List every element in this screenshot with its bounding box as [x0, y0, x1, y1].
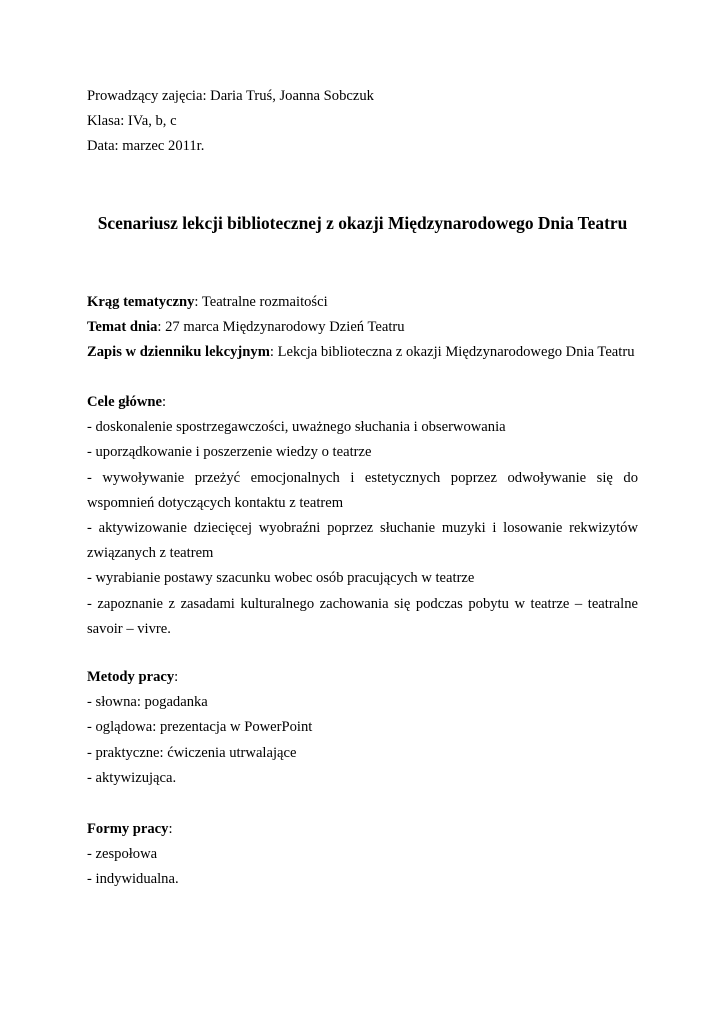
list-item: - indywidualna. — [87, 871, 179, 888]
list-item: - wyrabianie postawy szacunku wobec osób pracujących w teatrze — [87, 570, 475, 587]
goals-section — [87, 390, 638, 642]
topic-label: Temat dnia — [87, 319, 158, 336]
list-item: - doskonalenie spostrzegawczości, uważnego słuchania i obserwowania — [87, 419, 506, 436]
date-line: Data: marzec 2011r. — [87, 138, 205, 155]
list-item: - oglądowa: prezentacja w PowerPoint — [87, 719, 313, 736]
list-item: - uporządkowanie i poszerzenie wiedzy o teatrze — [87, 444, 372, 461]
class-line: Klasa: IVa, b, c — [87, 113, 177, 130]
instructors-line: Prowadzący zajęcia: Daria Truś, Joanna Sobczuk — [87, 88, 374, 104]
list-item: - zespołowa — [87, 846, 158, 863]
list-item: - zapoznanie z zasadami kulturalnego zachowania się podczas pobytu w teatrze – teatralne savoir – vivre. — [87, 595, 638, 637]
list-item: - wywoływanie przeżyć emocjonalnych i estetycznych poprzez odwoływanie się do wspomnień dotyczących kontaktu z teatrem — [87, 469, 638, 511]
methods-heading: Metody pracy — [87, 669, 175, 685]
list-item: - aktywizowanie dziecięcej wyobraźni poprzez słuchanie muzyki i losowanie rekwizytów związanych z teatrem — [87, 519, 638, 562]
list-item: - słowna: pogadanka — [87, 694, 208, 711]
forms-section — [87, 817, 638, 893]
theme-label: Krąg tematyczny — [87, 294, 195, 310]
document-title: Scenariusz lekcji bibliotecznej z okazji Międzynarodowego Dnia Teatru — [97, 213, 628, 233]
forms-heading: Formy pracy — [87, 821, 169, 837]
methods-section — [87, 665, 638, 791]
list-item: - aktywizująca. — [87, 769, 177, 786]
record-label: Zapis w dzienniku lekcyjnym — [87, 344, 270, 361]
header-block — [87, 84, 638, 160]
topic-line — [87, 315, 638, 340]
theme-line — [87, 290, 638, 315]
theme-value: : Teatralne rozmaitości — [194, 294, 328, 310]
record-value: : Lekcja biblioteczna z okazji Międzynarodowego Dnia Teatru — [269, 344, 635, 361]
forms-heading-line: Formy pracy: — [87, 821, 173, 837]
goals-heading: Cele główne — [87, 394, 162, 410]
methods-heading-line: Metody pracy: — [87, 669, 179, 685]
record-line — [87, 340, 638, 365]
list-item: - praktyczne: ćwiczenia utrwalające — [87, 744, 297, 761]
topic-value: : 27 marca Międzynarodowy Dzień Teatru — [157, 319, 405, 336]
info-block — [87, 290, 638, 366]
goals-heading-line: Cele główne: — [87, 394, 167, 410]
